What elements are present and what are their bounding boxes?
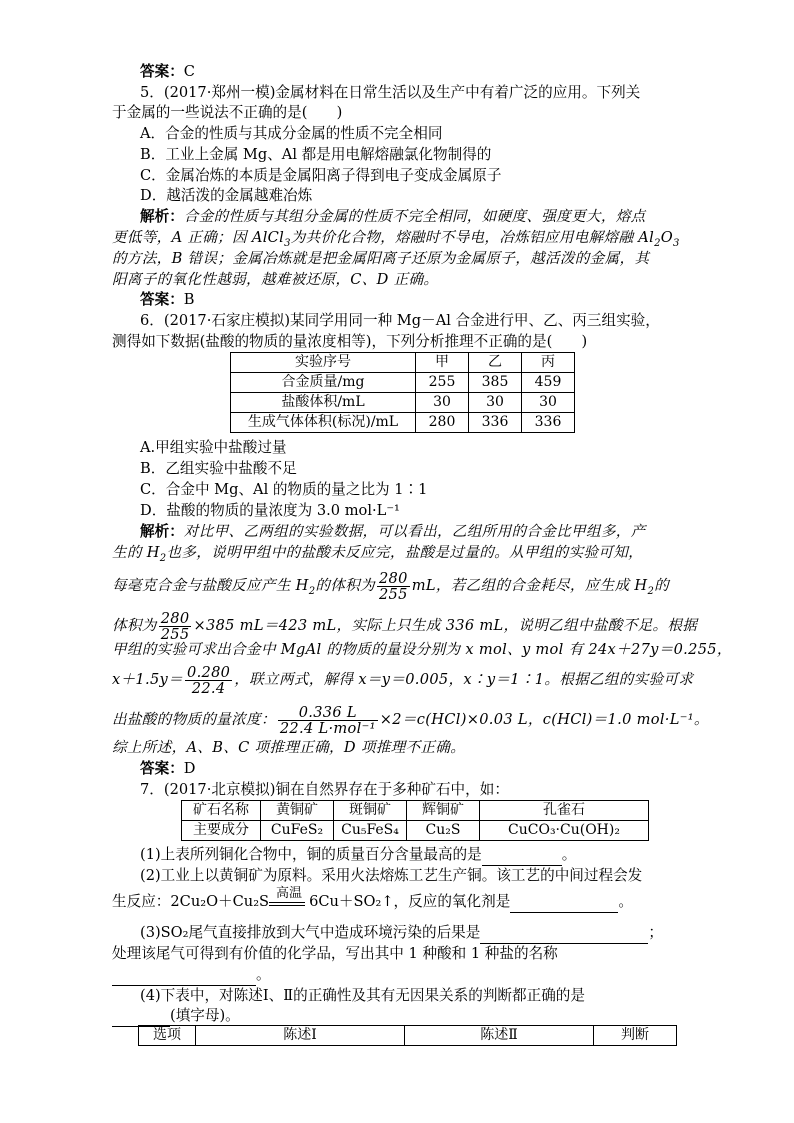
- table-cell: 30: [522, 393, 575, 413]
- table-cell: 336: [522, 413, 575, 433]
- q6-option-a: A.甲组实验中盐酸过量: [140, 439, 287, 456]
- q6-analysis-line7: 出盐酸的物质的量浓度： $\frac{0.336 L}{\text{22.4 L·mol⁻¹}}$ ×2＝c(HCl)×0.03 L，c(HCl)＝1.0 mol·L⁻¹。: [112, 703, 709, 737]
- table-cell: 盐酸体积/mL: [231, 393, 416, 413]
- table-cell: 陈述Ⅰ: [196, 1026, 405, 1046]
- q7-part4-line1: (4)下表中，对陈述Ⅰ、Ⅱ的正确性及其有无因果关系的判断都正确的是: [140, 987, 585, 1004]
- table-row: [231, 393, 575, 413]
- table-cell: 丙: [522, 353, 575, 373]
- table-cell: CuCO₃·Cu(OH)₂: [480, 821, 649, 841]
- q5-option-a: A．合金的性质与其成分金属的性质不完全相同: [140, 125, 443, 142]
- q6-data-table: [230, 352, 575, 433]
- table-cell: 336: [469, 413, 522, 433]
- table-header-row: [182, 801, 649, 821]
- answer-blank[interactable]: [480, 923, 648, 944]
- q5-option-b: B．工业上金属 Mg、Al 都是用电解熔融氯化物制得的: [140, 146, 492, 163]
- table-header-row: [231, 353, 575, 373]
- q6-analysis-line1: 解析：对比甲、乙两组的实验数据，可以看出，乙组所用的合金比甲组多，产: [140, 523, 646, 540]
- q5-analysis-line4: 阳离子的氧化性越弱，越难被还原，C、D 正确。: [112, 271, 439, 288]
- table-cell: 选项: [139, 1026, 196, 1046]
- table-cell: 甲: [416, 353, 469, 373]
- table-row: [231, 373, 575, 393]
- table-cell: 30: [416, 393, 469, 413]
- q5-option-c: C．金属冶炼的本质是金属阳离子得到电子变成金属原子: [140, 167, 502, 184]
- q5-option-d: D．越活泼的金属越难冶炼: [140, 187, 313, 204]
- q6-analysis-line5: 甲组的实验可求出合金中 MgAl 的物质的量设分别为 x mol、y mol 有 24x＋27y＝0.255，: [112, 641, 732, 658]
- q6-analysis-line3: 每毫克合金与盐酸反应产生 $H_2$的体积为 $\frac{280}{255}$ mL，若乙组的合金耗尽，应生成 $H_2$的: [112, 569, 670, 603]
- q7-part3-line1: (3)SO₂尾气直接排放到大气中造成环境污染的后果是 ；: [140, 923, 663, 944]
- answer-blank[interactable]: [112, 1006, 170, 1027]
- q7-ore-table: [181, 800, 649, 841]
- q6-analysis-line2: 生的 $H_2$也多，说明甲组中的盐酸未反应完，盐酸是过量的。从甲组的实验可知，: [112, 544, 644, 564]
- q7-part4-line2: (填字母)。: [112, 1006, 240, 1027]
- q7-stem: 7．(2017·北京模拟)铜在自然界存在于多种矿石中，如：: [140, 781, 509, 798]
- q7-part1: (1)上表所列铜化合物中，铜的质量百分含量最高的是 。: [140, 845, 576, 866]
- table-cell: Cu₅FeS₄: [334, 821, 407, 841]
- table-cell: 主要成分: [182, 821, 261, 841]
- table-cell: 385: [469, 373, 522, 393]
- q5-analysis-line3: 的方法，B 错误；金属冶炼就是把金属阳离子还原为金属原子，越活泼的金属，其: [112, 250, 650, 267]
- q6-stem-line2: 测得如下数据(盐酸的物质的量浓度相等)，下列分析推理不正确的是( ): [112, 333, 588, 350]
- analysis-label: 解析：: [140, 208, 184, 225]
- q6-answer: 答案：D: [140, 760, 196, 777]
- table-cell: 辉铜矿: [407, 801, 480, 821]
- table-cell: 矿石名称: [182, 801, 261, 821]
- q6-analysis-line4: 体积为 $\frac{280}{255}$ ×385 mL＝423 mL，实际上只生成 336 mL，说明乙组中盐酸不足。根据: [112, 609, 698, 643]
- table-cell: 255: [416, 373, 469, 393]
- table-cell: 黄铜矿: [261, 801, 334, 821]
- fraction: $\frac{0.280}{22.4}$: [186, 663, 231, 697]
- q5-analysis-line1: 解析：合金的性质与其组分金属的性质不完全相同，如硬度、强度更大，熔点: [140, 208, 646, 225]
- q6-stem-line1: 6．(2017·石家庄模拟)某同学用同一种 Mg－Al 合金进行甲、乙、丙三组实验，: [140, 312, 660, 329]
- reaction-condition: 高温: [269, 898, 309, 906]
- table-cell: 斑铜矿: [334, 801, 407, 821]
- q5-answer: 答案：B: [140, 291, 195, 308]
- table-header-row: [139, 1026, 677, 1046]
- answer-label: 答案：: [140, 63, 184, 80]
- q6-analysis-line6: x＋1.5y＝ $\frac{0.280}{22.4}$ ，联立两式，解得 x＝y＝0.005，x∶y＝1∶1。根据乙组的实验可求: [112, 663, 694, 697]
- table-cell: 陈述Ⅱ: [405, 1026, 594, 1046]
- q7-statement-table: [138, 1025, 677, 1046]
- q6-option-b: B．乙组实验中盐酸不足: [140, 460, 297, 477]
- q5-analysis-line2: 更低等，A 正确；因 AlCl$_3$为共价化合物，熔融时不导电，冶炼铝应用电解熔融 $Al_2O_3$: [112, 229, 680, 249]
- answer-blank[interactable]: [482, 845, 562, 866]
- table-cell: 判断: [594, 1026, 677, 1046]
- answer-blank[interactable]: [112, 965, 256, 986]
- table-cell: 乙: [469, 353, 522, 373]
- table-cell: 合金质量/mg: [231, 373, 416, 393]
- q7-part2-line2: 生反应：2Cu₂O＋Cu₂S 高温 6Cu＋SO₂↑，反应的氧化剂是 。: [112, 892, 633, 913]
- table-cell: 30: [469, 393, 522, 413]
- q6-option-c: C．合金中 Mg、Al 的物质的量之比为 1∶1: [140, 481, 428, 498]
- table-cell: Cu₂S: [407, 821, 480, 841]
- q4-answer: [140, 62, 195, 82]
- table-cell: 孔雀石: [480, 801, 649, 821]
- q6-analysis-line8: 综上所述，A、B、C 项推理正确，D 项推理不正确。: [112, 739, 466, 756]
- answer-blank[interactable]: [510, 892, 618, 913]
- table-cell: CuFeS₂: [261, 821, 334, 841]
- q7-part3-line3: 。: [112, 965, 271, 986]
- q5-stem-line1: 5．(2017·郑州一模)金属材料在日常生活以及生产中有着广泛的应用。下列关: [140, 84, 641, 101]
- q7-part3-line2: 处理该尾气可得到有价值的化学品，写出其中 1 种酸和 1 种盐的名称: [112, 945, 558, 962]
- table-cell: 生成气体体积(标况)/mL: [231, 413, 416, 433]
- table-row: [231, 413, 575, 433]
- table-cell: 实验序号: [231, 353, 416, 373]
- answer-value: C: [183, 63, 195, 80]
- q6-option-d: D．盐酸的物质的量浓度为 3.0 mol·L⁻¹: [140, 502, 400, 519]
- table-cell: 459: [522, 373, 575, 393]
- q7-part2-line1: (2)工业上以黄铜矿为原料。采用火法熔炼工艺生产铜。该工艺的中间过程会发: [140, 867, 643, 884]
- table-cell: 280: [416, 413, 469, 433]
- table-row: [182, 821, 649, 841]
- fraction: $\frac{0.336 L}{\text{22.4 L·mol⁻¹}}$: [279, 703, 376, 737]
- q5-stem-line2: 于金属的一些说法不正确的是( ): [112, 104, 343, 121]
- fraction: $\frac{280}{255}$: [160, 609, 190, 643]
- fraction: $\frac{280}{255}$: [378, 569, 408, 603]
